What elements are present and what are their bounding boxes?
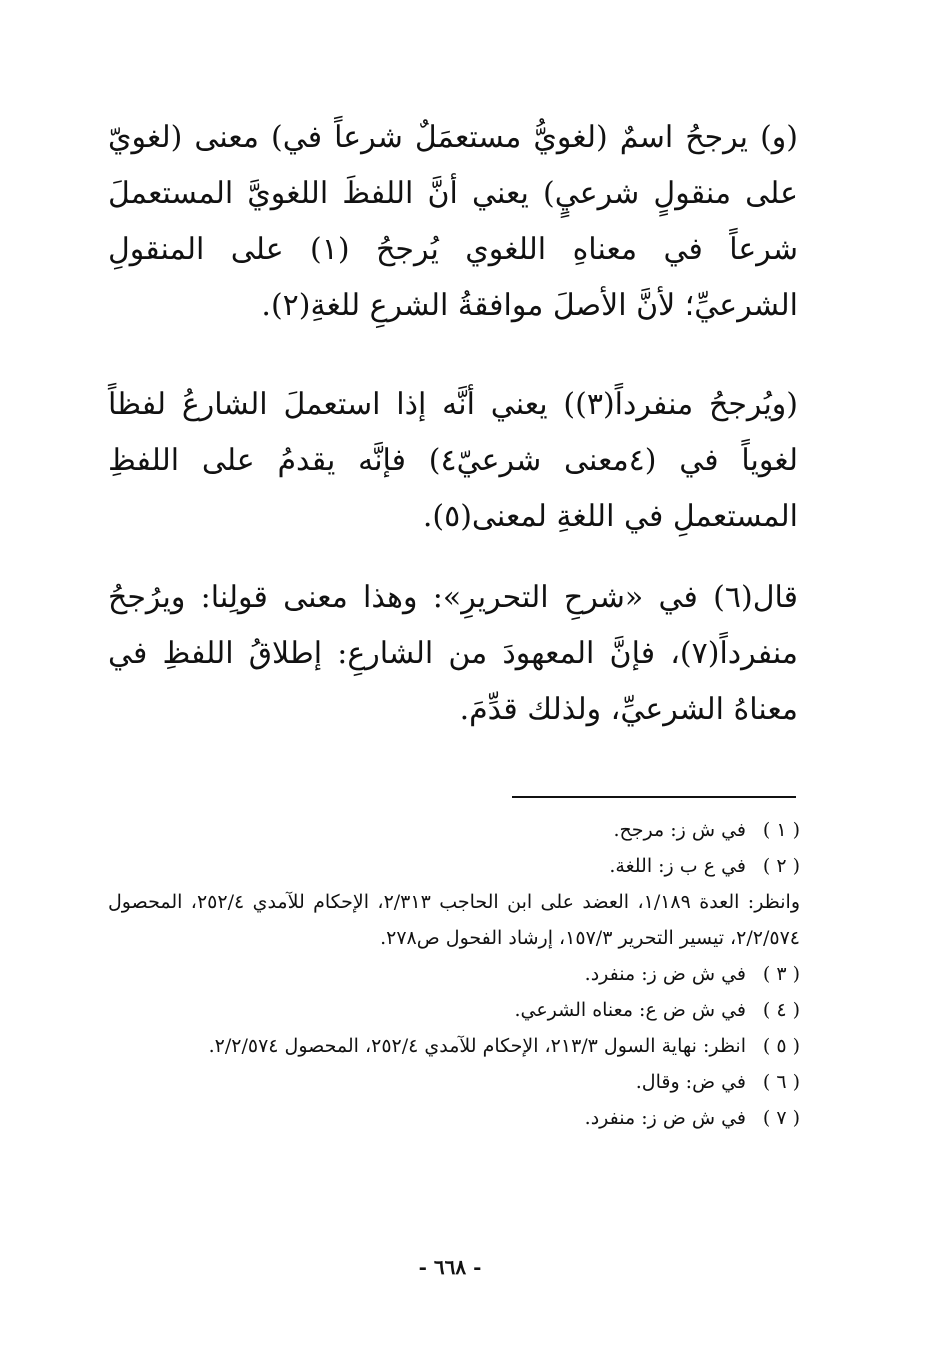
footnote-7 (108, 1100, 800, 1136)
body-paragraph-1: (و) يرجحُ اسمٌ (لغويُّ مستعمَلٌ شرعاً في) معنى (لغويّ على منقولٍ شرعيٍ) يعني أنَّ اللفظَ اللغويَّ المستعملَ شرعاً في معناهِ اللغوي يُرجحُ (١) على المنقولِ الشرعيِّ؛ لأنَّ الأصلَ موافقةُ الشرعِ للغةِ(٢). (108, 120, 798, 323)
body-paragraph-2: (ويُرجحُ منفرداً(٣)) يعني أنَّه إذا استعملَ الشارعُ لفظاً لغوياً في (٤معنى شرعيّ٤) فإنَّه يقدمُ على اللفظِ المستعملِ في اللغةِ لمعنى(٥). (108, 387, 798, 534)
footnote-text: في ش ض ع: معناه الشرعي. (514, 999, 746, 1021)
footnote-3 (108, 956, 800, 992)
footnote-number: ( ٥ ) (762, 1035, 800, 1057)
footnote-separator (512, 796, 796, 798)
footnotes-list (108, 812, 800, 1136)
footnote-5 (108, 1028, 800, 1064)
footnote-text: في ش ض ز: منفرد. (584, 1107, 746, 1129)
footnote-number: ( ٣ ) (762, 963, 800, 985)
footnote-2-continuation (108, 884, 800, 956)
footnote-number: ( ٤ ) (762, 999, 800, 1021)
footnote-text: في ع ب ز: اللغة. (609, 855, 746, 877)
footnote-continuation-text: وانظر: العدة ١/١٨٩، العضد على ابن الحاجب ٢/٣١٣، الإحكام للآمدي ٢٥٢/٤، المحصول ٢/٢/٥٧٤، تيسير التحرير ١٥٧/٣، إرشاد الفحول ص٢٧٨. (108, 891, 801, 949)
footnote-number: ( ٢ ) (762, 855, 800, 877)
footnote-4 (108, 992, 800, 1028)
footnote-number: ( ١ ) (762, 819, 800, 841)
footnote-6 (108, 1064, 800, 1100)
footnote-text: في ض: وقال. (635, 1071, 746, 1093)
footnote-2 (108, 848, 800, 884)
footnote-text: انظر: نهاية السول ٢١٣/٣، الإحكام للآمدي ٢٥٢/٤، المحصول ٢/٢/٥٧٤. (208, 1035, 746, 1057)
page-number: - ٦٦٨ - (418, 1255, 482, 1279)
footnote-text: في ش ض ز: منفرد. (584, 963, 746, 985)
footnote-text: في ش ز: مرجح. (613, 819, 746, 841)
footnote-1 (108, 812, 800, 848)
body-paragraph-3: قال(٦) في «شرحِ التحريرِ»: وهذا معنى قولِنا: ويرُجحُ منفرداً(٧)، فإنَّ المعهودَ من الشارعِ: إطلاقُ اللفظِ في معناهُ الشرعيِّ، ولذلك قدِّمَ. (108, 580, 798, 727)
footnote-number: ( ٧ ) (762, 1107, 800, 1129)
footnote-number: ( ٦ ) (762, 1071, 800, 1093)
